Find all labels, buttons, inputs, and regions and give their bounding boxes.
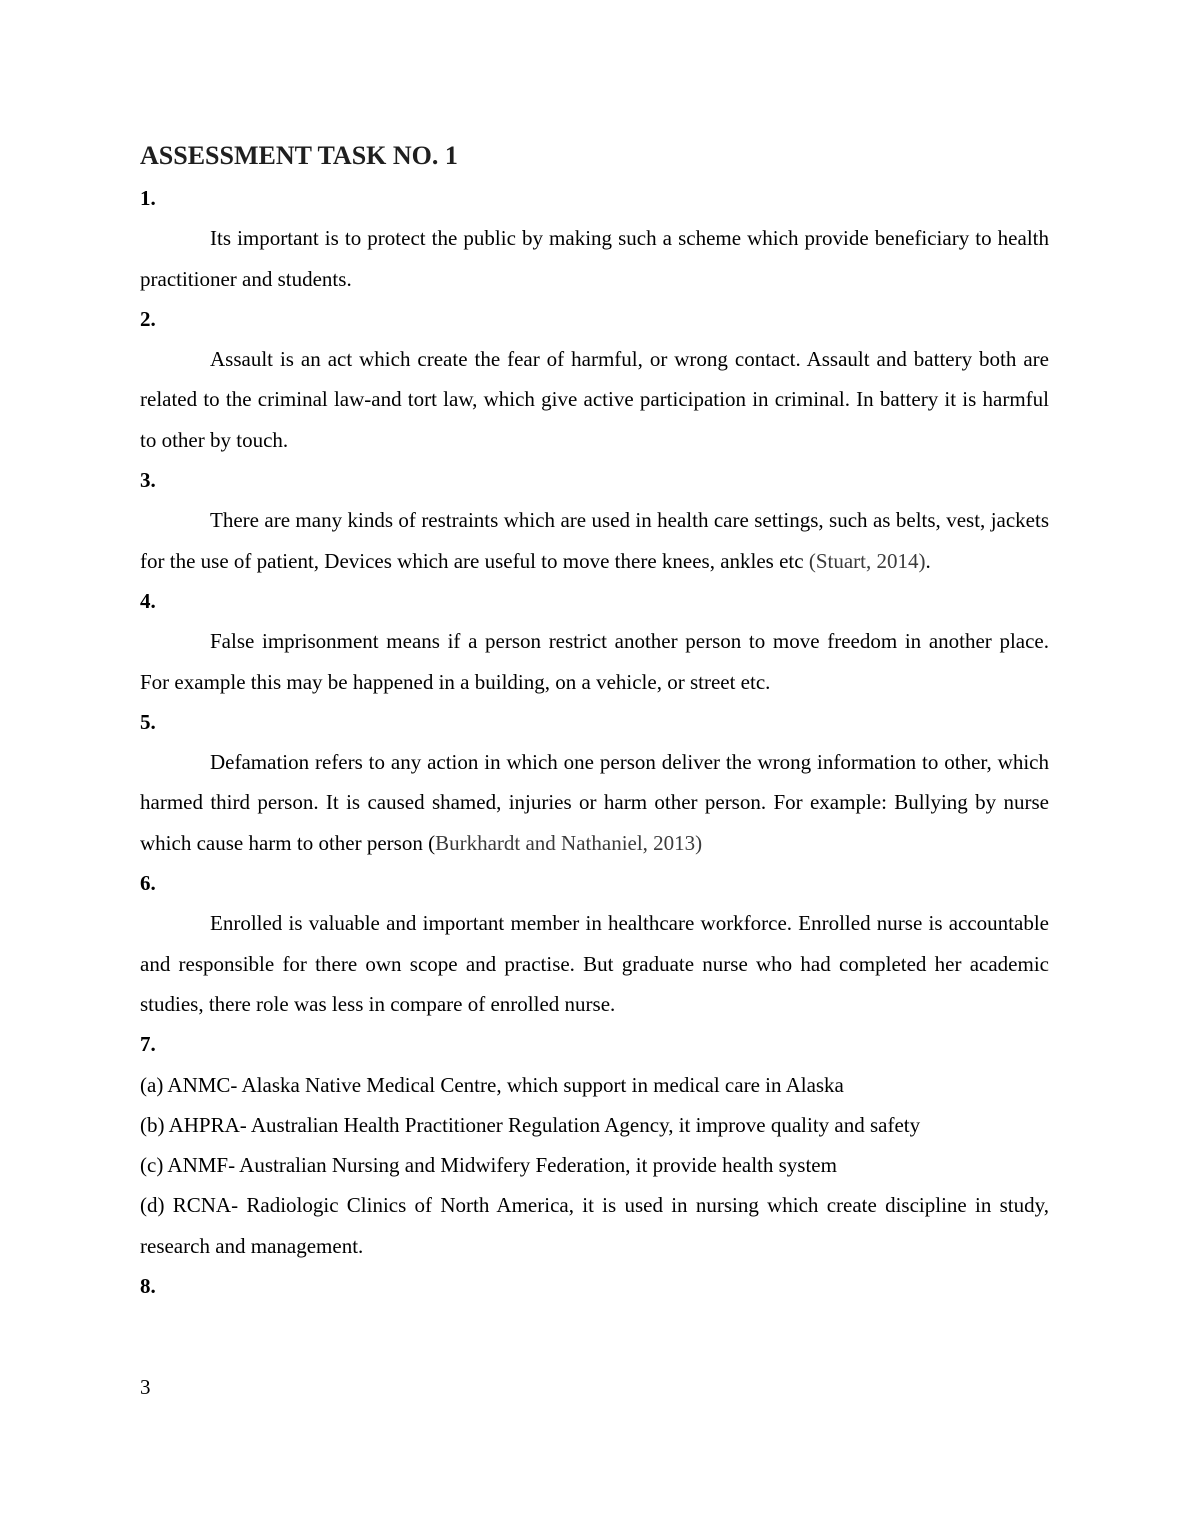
answer-2: Assault is an act which create the fear of harmful, or wrong contact. Assault and battery both are related to the criminal law-and tort law, which give active participation in criminal. In battery it is harmful to other by touch. xyxy=(140,347,1049,452)
list-item-d: (d) RCNA- Radiologic Clinics of North America, it is used in nursing which create discipline in study, research and management. xyxy=(140,1193,1049,1258)
document-title: ASSESSMENT TASK NO. 1 xyxy=(140,141,458,170)
question-number-4: 4. xyxy=(140,588,156,613)
citation-stuart: (Stuart, 2014) xyxy=(808,548,926,573)
question-number-8: 8. xyxy=(140,1274,156,1299)
answer-6: Enrolled is valuable and important member in healthcare workforce. Enrolled nurse is accountable and responsible for there own scope and practise. But graduate nurse who had completed her academic studies, there role was less in compare of enrolled nurse. xyxy=(140,911,1049,1016)
question-number-1: 1. xyxy=(140,186,156,210)
question-number-3: 3. xyxy=(140,468,156,493)
answer-3 xyxy=(140,500,1049,581)
answer-5 xyxy=(140,742,1049,863)
question-number-6: 6. xyxy=(140,871,156,896)
answer-3-text: There are many kinds of restraints which are used in health care settings, such as belts, vest, jackets for the use of patient, Devices which are useful to move there knees, ankles etc xyxy=(140,508,1049,573)
answer-3-end: . xyxy=(925,548,931,573)
question-number-7: 7. xyxy=(140,1032,156,1057)
citation-burkhardt: Burkhardt and Nathaniel, 2013) xyxy=(435,830,703,855)
list-item-c: (c) ANMF- Australian Nursing and Midwifery Federation, it provide health system xyxy=(140,1153,837,1178)
answer-1: Its important is to protect the public by making such a scheme which provide beneficiary to health practitioner and students. xyxy=(140,226,1049,291)
document-page xyxy=(140,138,1049,1306)
question-number-2: 2. xyxy=(140,306,156,331)
answer-4: False imprisonment means if a person restrict another person to move freedom in another place. For example this may be happened in a building, on a vehicle, or street etc. xyxy=(140,629,1049,694)
answer-5-text: Defamation refers to any action in which one person deliver the wrong information to other, which harmed third person. It is caused shamed, injuries or harm other person. For example: Bullying by nurse which cause harm to other person ( xyxy=(140,750,1049,855)
page-number: 3 xyxy=(140,1375,151,1399)
list-item-a: (a) ANMC- Alaska Native Medical Centre, which support in medical care in Alaska xyxy=(140,1072,844,1097)
list-item-b: (b) AHPRA- Australian Health Practitioner Regulation Agency, it improve quality and safety xyxy=(140,1112,921,1137)
question-number-5: 5. xyxy=(140,709,156,734)
